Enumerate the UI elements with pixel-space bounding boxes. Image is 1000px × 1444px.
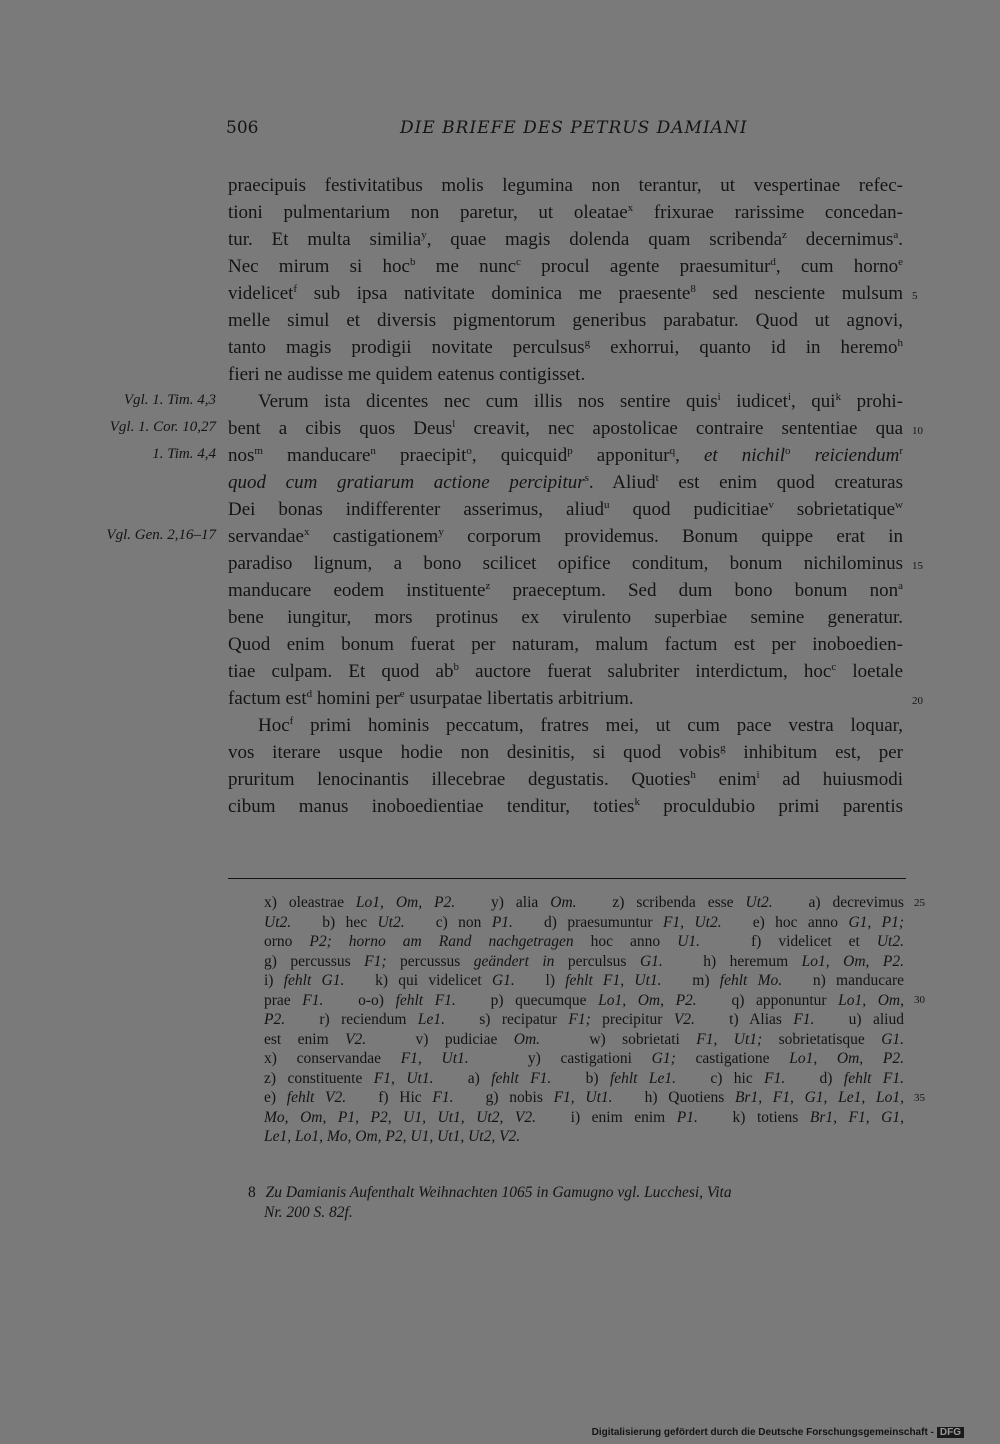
text-line: Nec mirum si hoc$^b$ me nunc$^c$ procul agente praesumitur$^d$, cum horno$^e$ [228, 256, 903, 277]
apparatus-line: e) fehlt V2. f) Hic F1. g) nobis F1, Ut1. h) Quotiens Br1, F1, G1, Le1, Lo1, [264, 1089, 904, 1106]
text-line: pruritum lenocinantis illecebrae degustatis. Quoties$^h$ enim$^i$ ad huiusmodi [228, 769, 903, 790]
line-number: 15 [912, 560, 923, 572]
text-line: bene iungitur, mors protinus ex virulento superbiae semine generatur. [228, 607, 903, 628]
text-line: tanto magis prodigii novitate perculsus$^g$ exhorrui, quanto id in heremo$^h$ [228, 337, 903, 358]
margin-reference: Vgl. 1. Tim. 4,3 [123, 392, 216, 408]
text-line: Verum ista dicentes nec cum illis nos sentire quis$^i$ iudicet$^i$, qui$^k$ prohi- [258, 391, 904, 412]
footnote-line-number: 30 [914, 994, 925, 1006]
commentary-note-continuation: Nr. 200 S. 82f. [264, 1204, 353, 1221]
apparatus-line: i) fehlt G1. k) qui videlicet G1. l) fehlt F1, Ut1. m) fehlt Mo. n) manducare [264, 972, 905, 989]
apparatus-line: z) constituente F1, Ut1. a) fehlt F1. b) fehlt Le1. c) hic F1. d) fehlt F1. [264, 1069, 904, 1087]
running-head: DIE BRIEFE DES PETRUS DAMIANI [400, 118, 748, 138]
line-number: 5 [912, 290, 918, 302]
text-line: factum est$^d$ homini per$^e$ usurpatae libertatis arbitrium. [228, 688, 634, 709]
apparatus-line: Le1, Lo1, Mo, Om, P2, U1, Ut1, Ut2, V2. [264, 1128, 521, 1145]
text-line: nos$^m$ manducare$^n$ praecipit$^o$, quicquid$^p$ apponitur$^q$, et nichil$^o$ reiciendum$^r$ [228, 445, 904, 466]
line-number: 10 [912, 425, 923, 437]
apparatus-line: g) percussus F1; percussus geändert in perculsus G1. h) heremum Lo1, Om, P2. [264, 952, 904, 970]
margin-reference: Vgl. 1. Cor. 10,27 [109, 419, 216, 435]
apparatus-line: prae F1. o-o) fehlt F1. p) quecumque Lo1, Om, P2. q) apponuntur Lo1, Om, [264, 991, 905, 1009]
text-line: vos iterare usque hodie non desinitis, si quod vobis$^g$ inhibitum est, per [228, 742, 903, 763]
text-line: cibum manus inoboedientiae tenditur, toties$^k$ proculdubio primi parentis [228, 796, 903, 817]
digitization-credit [592, 1427, 964, 1438]
apparatus-line: Mo, Om, P1, P2, U1, Ut1, Ut2, V2. i) enim enim P1. k) totiens Br1, F1, G1, [264, 1108, 904, 1126]
apparatus-line: x) oleastrae Lo1, Om, P2. y) alia Om. z) scribenda esse Ut2. a) decrevimus [264, 894, 904, 911]
apparatus-line: Ut2. b) hec Ut2. c) non P1. d) praesumuntur F1, Ut2. e) hoc anno G1, P1; [264, 913, 905, 931]
text-line: tioni pulmentarium non paretur, ut oleatae$^x$ frixurae rarissime concedan- [228, 202, 903, 223]
text-line: videlicet$^f$ sub ipsa nativitate dominica me praesente$^8$ sed nesciente mulsum [228, 283, 903, 304]
margin-reference: Vgl. Gen. 2,16–17 [106, 527, 216, 543]
credit-text: Digitalisierung gefördert durch die Deutsche Forschungsgemeinschaft - [591, 1427, 934, 1438]
text-line: Quod enim bonum fuerat per naturam, malum factum est per inoboedien- [228, 634, 903, 655]
text-line: Hoc$^f$ primi hominis peccatum, fratres mei, ut cum pace vestra loquar, [258, 715, 903, 736]
text-line: quod cum gratiarum actione percipitur$^s$. Aliud$^t$ est enim quod creaturas [228, 472, 903, 493]
text-line: tiae culpam. Et quod $ab^b$ auctore fuerat salubriter interdictum, hoc$^c$ loetale [228, 661, 904, 682]
footnote-line-number: 35 [914, 1092, 925, 1104]
text-line: fieri ne audisse me quidem eatenus contigisset. [228, 364, 586, 385]
text-line: servandae$^x$ castigationem$^y$ corporum providemus. Bonum quippe erat in [228, 526, 903, 547]
commentary-text: Zu Damianis Aufenthalt Weihnachten 1065 in Gamugno vgl. Lucchesi, Vita [265, 1184, 732, 1201]
margin-reference: 1. Tim. 4,4 [152, 446, 216, 462]
text-line: praecipuis festivitatibus molis legumina non terantur, ut vespertinae refec- [228, 175, 903, 196]
text-line: tur. Et multa similia$^y$, quae magis dolenda quam scribenda$^z$ decernimus$^a$. [228, 229, 903, 250]
text-line: Dei bonas indifferenter asserimus, aliud$^u$ quod pudicitiae$^v$ sobrietatique$^w$ [228, 499, 903, 520]
line-number: 20 [912, 695, 923, 707]
text-line: bent a cibis quos Deus$^l$ creavit, nec apostolicae contraire sententiae qua [228, 418, 903, 439]
text-line: melle simul et diversis pigmentorum generibus parabatur. Quod ut agnovi, [228, 310, 903, 331]
commentary-note [248, 1183, 904, 1203]
apparatus-line: est enim V2. v) pudiciae Om. w) sobrietati F1, Ut1; sobrietatisque G1. [264, 1030, 905, 1048]
text-line: manducare eodem instituente$^z$ praeceptum. Sed dum bono bonum non$^a$ [228, 580, 903, 601]
dfg-logo: DFG [937, 1427, 964, 1438]
apparatus-line: x) conservandae F1, Ut1. y) castigationi G1; castigatione Lo1, Om, P2. [264, 1050, 904, 1067]
footnote-rule [228, 878, 906, 879]
page-number: 506 [226, 118, 259, 138]
apparatus-line: orno P2; horno am Rand nachgetragen hoc anno U1. f) videlicet et Ut2. [264, 933, 904, 950]
apparatus-line: P2. r) reciendum Le1. s) recipatur F1; precipitur V2. t) Alias F1. u) aliud [264, 1011, 904, 1028]
footnote-line-number: 25 [914, 897, 925, 909]
text-line: paradiso lignum, a bono scilicet opifice conditum, bonum nichilominus [228, 553, 903, 574]
commentary-number: 8 [248, 1184, 256, 1201]
